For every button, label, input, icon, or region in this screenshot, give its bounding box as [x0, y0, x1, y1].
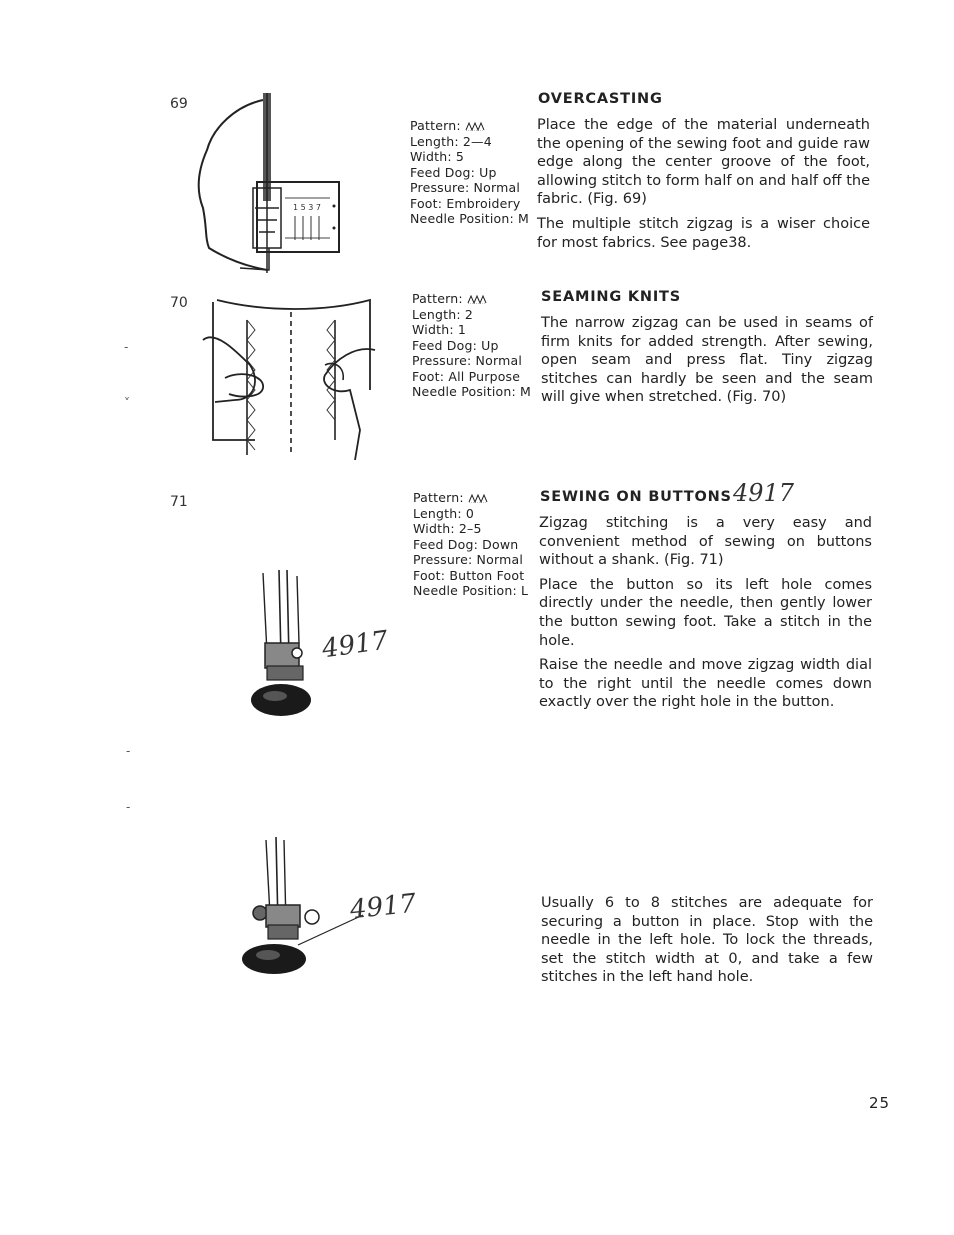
width-spec: Width: 5 — [410, 149, 465, 164]
paragraph: The narrow zigzag can be used in seams of firm knits for added strength. After sewing, open seam and press flat. Tiny zigzag stitches can hardly be seen and the seam will give when stretched. (Fig. 70) — [541, 315, 873, 406]
margin-mark: ˅ — [124, 396, 130, 410]
sewing-on-buttons-text — [539, 514, 872, 718]
section-heading-overcasting: OVERCASTING — [538, 91, 663, 107]
overcasting-illustration — [195, 88, 345, 273]
width-spec: Width: 2–5 — [413, 521, 482, 536]
length-spec: Length: 2—4 — [410, 133, 492, 149]
width-spec: Width: 1 — [412, 322, 467, 337]
figure-number-71: 71 — [170, 494, 188, 510]
handwritten-note: 4917 — [348, 888, 418, 926]
fig70-specs — [412, 291, 531, 400]
margin-mark: - — [126, 800, 131, 814]
feed-dog-spec: Feed Dog: Down — [413, 536, 519, 552]
seaming-knits-illustration — [195, 290, 385, 460]
paragraph: Usually 6 to 8 stitches are adequate for securing a button in place. Stop with the needle in the left hole. To lock the threads, set the stitch width at 0, and take a few stitches in the left hand hole. — [541, 895, 873, 986]
zigzag-pattern-icon — [465, 121, 487, 131]
needle-position-spec: Needle Position: M — [410, 211, 530, 226]
svg-text:1 5 3 7: 1 5 3 7 — [293, 203, 321, 212]
margin-mark: - — [126, 744, 131, 758]
page-number: 25 — [869, 1094, 891, 1112]
pattern-row — [413, 490, 528, 506]
button-locking-text — [541, 894, 873, 993]
pressure-spec: Pressure: Normal — [413, 552, 523, 567]
paragraph: The multiple stitch zigzag is a wiser choice for most fabrics. See page38. — [537, 215, 870, 251]
needle-position-spec: Needle Position: L — [413, 583, 529, 598]
length-spec: Length: 0 — [413, 505, 475, 521]
pattern-label: Pattern: — [412, 291, 463, 306]
pattern-row — [410, 118, 529, 134]
feed-dog-spec: Feed Dog: Up — [410, 164, 497, 180]
fig71-specs — [413, 490, 528, 599]
seaming-knits-text — [541, 314, 873, 413]
zigzag-pattern-icon — [468, 493, 490, 503]
feed-dog-spec: Feed Dog: Up — [412, 337, 499, 353]
foot-spec: Foot: Button Foot — [413, 567, 525, 583]
margin-mark: - — [124, 340, 129, 354]
foot-spec: Foot: All Purpose — [412, 368, 521, 384]
figure-number-69: 69 — [170, 96, 188, 112]
needle-position-spec: Needle Position: M — [412, 384, 532, 399]
pattern-label: Pattern: — [410, 118, 461, 133]
pressure-spec: Pressure: Normal — [410, 180, 520, 195]
section-heading-sewing-on-buttons: SEWING ON BUTTONS — [540, 489, 732, 505]
foot-spec: Foot: Embroidery — [410, 195, 521, 211]
section-heading-seaming-knits: SEAMING KNITS — [541, 289, 681, 305]
paragraph: Place the button so its left hole comes directly under the needle, then gently lower the button sewing foot. Take a stitch in the hole. — [539, 576, 872, 649]
zigzag-pattern-icon — [467, 294, 489, 304]
pressure-spec: Pressure: Normal — [412, 353, 522, 368]
handwritten-note: 4917 — [733, 479, 795, 507]
paragraph: Place the edge of the material underneath the opening of the sewing foot and guide raw edge along the center groove of the foot, allowing stitch to form half on and half off the fabric. (Fig. 69) — [537, 117, 870, 208]
length-spec: Length: 2 — [412, 306, 474, 322]
pattern-label: Pattern: — [413, 490, 464, 505]
overcasting-text — [537, 116, 870, 258]
pattern-row — [412, 291, 531, 307]
paragraph: Raise the needle and move zigzag width dial to the right until the needle comes down exactly over the right hole in the button. — [539, 657, 872, 711]
fig69-specs — [410, 118, 529, 227]
paragraph: Zigzag stitching is a very easy and convenient method of sewing on buttons without a shank. (Fig. 71) — [539, 515, 872, 569]
handwritten-note: 4917 — [320, 625, 390, 665]
figure-number-70: 70 — [170, 295, 188, 311]
